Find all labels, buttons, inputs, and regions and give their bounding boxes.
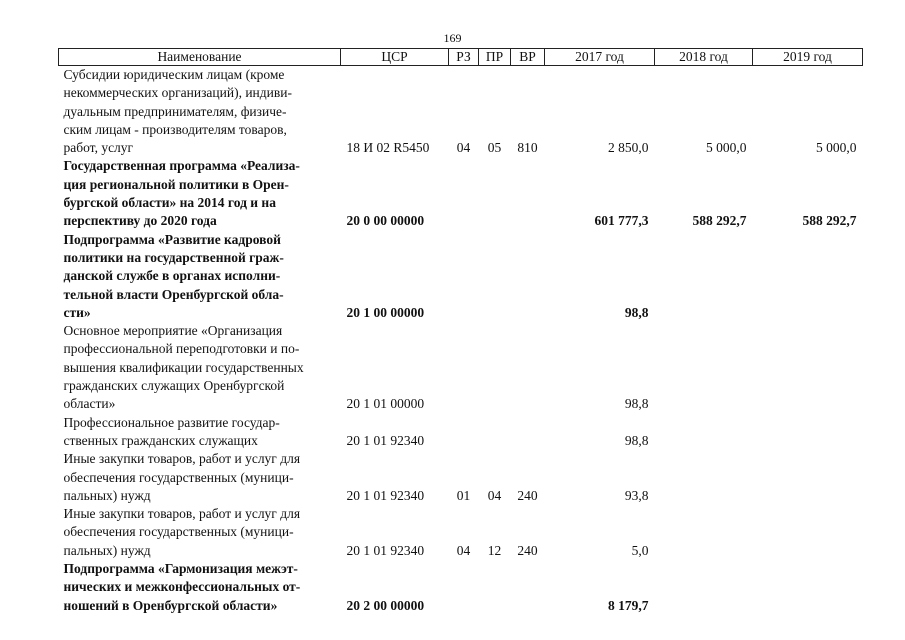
row-csr: 20 1 01 92340 bbox=[346, 432, 425, 448]
row-2017: 93,8 bbox=[624, 487, 649, 503]
row-2019: 588 292,7 bbox=[802, 213, 857, 229]
header-csr: ЦСР bbox=[341, 49, 449, 66]
row-pr bbox=[479, 157, 511, 230]
row-name bbox=[59, 66, 341, 158]
row-name-line: пальных) нужд bbox=[63, 487, 151, 503]
row-name bbox=[59, 505, 341, 560]
row-2018: 5 000,0 bbox=[706, 140, 747, 156]
row-2017: 98,8 bbox=[624, 304, 649, 320]
row-name-line: Подпрограмма «Развитие кадровой bbox=[63, 231, 281, 247]
row-name-line: Государственная программа «Реализа- bbox=[63, 158, 300, 174]
row-csr: 20 0 00 00000 bbox=[346, 213, 425, 229]
row-name-line: вышения квалификации государственных bbox=[63, 359, 304, 375]
row-rz bbox=[449, 157, 479, 230]
row-2019: 5 000,0 bbox=[816, 140, 857, 156]
row-csr: 20 1 01 00000 bbox=[346, 396, 425, 412]
header-vr: ВР bbox=[511, 49, 545, 66]
row-rz: 04 bbox=[456, 140, 471, 156]
row-name-line: политики на государственной граж- bbox=[63, 249, 284, 265]
row-name-line: области» bbox=[63, 396, 116, 412]
row-name-line: гражданских служащих Оренбургской bbox=[63, 378, 285, 394]
row-name-line: данской службе в органах исполни- bbox=[63, 268, 281, 284]
header-2018: 2018 год bbox=[655, 49, 753, 66]
page-number: 169 bbox=[443, 31, 462, 45]
budget-table bbox=[58, 48, 863, 615]
row-name bbox=[59, 560, 341, 615]
row-pr bbox=[479, 322, 511, 413]
table-row bbox=[59, 414, 863, 451]
row-vr: 240 bbox=[517, 487, 538, 503]
row-rz bbox=[449, 414, 479, 451]
row-2019 bbox=[753, 231, 863, 322]
row-name bbox=[59, 322, 341, 413]
row-2018 bbox=[655, 414, 753, 451]
row-name-line: ским лицам - производителям товаров, bbox=[63, 121, 287, 137]
row-name-line: Иные закупки товаров, работ и услуг для bbox=[63, 451, 301, 467]
row-pr: 05 bbox=[487, 140, 502, 156]
row-name bbox=[59, 157, 341, 230]
row-rz bbox=[449, 322, 479, 413]
row-2018 bbox=[655, 231, 753, 322]
row-csr: 18 И 02 R5450 bbox=[346, 140, 430, 156]
row-rz bbox=[449, 231, 479, 322]
header-2019: 2019 год bbox=[753, 49, 863, 66]
row-vr bbox=[511, 231, 545, 322]
row-2018 bbox=[655, 505, 753, 560]
row-name-line: тельной власти Оренбургской обла- bbox=[63, 286, 284, 302]
row-2019 bbox=[753, 450, 863, 505]
row-csr: 20 1 01 92340 bbox=[346, 542, 425, 558]
row-name-line: дуальным предпринимателям, физиче- bbox=[63, 103, 287, 119]
row-name-line: перспективу до 2020 года bbox=[63, 213, 217, 229]
row-name-line: некоммерческих организаций), индиви- bbox=[63, 85, 292, 101]
row-2017: 98,8 bbox=[624, 396, 649, 412]
row-name bbox=[59, 414, 341, 451]
row-name-line: бургской области» на 2014 год и на bbox=[63, 195, 276, 211]
table-row bbox=[59, 322, 863, 413]
row-rz bbox=[449, 560, 479, 615]
row-2018: 588 292,7 bbox=[692, 213, 747, 229]
row-2017: 8 179,7 bbox=[608, 597, 649, 613]
row-name-line: сти» bbox=[63, 304, 91, 320]
header-name: Наименование bbox=[59, 49, 341, 66]
row-2019 bbox=[753, 560, 863, 615]
row-name-line: обеспечения государственных (муници- bbox=[63, 524, 294, 540]
row-name-line: Основное мероприятие «Организация bbox=[63, 323, 283, 339]
table-row bbox=[59, 560, 863, 615]
row-pr: 12 bbox=[487, 542, 502, 558]
row-name-line: Субсидии юридическим лицам (кроме bbox=[63, 67, 285, 82]
row-csr: 20 2 00 00000 bbox=[346, 597, 425, 613]
row-2019 bbox=[753, 322, 863, 413]
header-rz: РЗ bbox=[449, 49, 479, 66]
row-2017: 2 850,0 bbox=[608, 140, 649, 156]
row-name-line: профессиональной переподготовки и по- bbox=[63, 341, 300, 357]
row-name bbox=[59, 450, 341, 505]
row-2017: 98,8 bbox=[624, 432, 649, 448]
row-vr: 240 bbox=[517, 542, 538, 558]
row-vr bbox=[511, 322, 545, 413]
row-rz: 01 bbox=[456, 487, 471, 503]
row-name-line: ция региональной политики в Орен- bbox=[63, 176, 289, 192]
row-name-line: ственных гражданских служащих bbox=[63, 432, 258, 448]
row-2017: 5,0 bbox=[631, 542, 649, 558]
table-header-row bbox=[59, 49, 863, 66]
row-pr: 04 bbox=[487, 487, 502, 503]
row-pr bbox=[479, 414, 511, 451]
table-row bbox=[59, 231, 863, 322]
row-pr bbox=[479, 231, 511, 322]
row-name-line: работ, услуг bbox=[63, 140, 134, 156]
row-vr bbox=[511, 157, 545, 230]
row-2018 bbox=[655, 322, 753, 413]
row-name-line: ношений в Оренбургской области» bbox=[63, 597, 278, 613]
row-vr bbox=[511, 414, 545, 451]
row-csr: 20 1 00 00000 bbox=[346, 304, 425, 320]
row-2019 bbox=[753, 505, 863, 560]
row-csr: 20 1 01 92340 bbox=[346, 487, 425, 503]
row-vr: 810 bbox=[517, 140, 538, 156]
row-2018 bbox=[655, 450, 753, 505]
row-name-line: Подпрограмма «Гармонизация межэт- bbox=[63, 561, 298, 577]
row-vr bbox=[511, 560, 545, 615]
row-name-line: нических и межконфессиональных от- bbox=[63, 579, 301, 595]
header-pr: ПР bbox=[479, 49, 511, 66]
row-pr bbox=[479, 560, 511, 615]
row-2017: 601 777,3 bbox=[594, 213, 649, 229]
table-row bbox=[59, 66, 863, 158]
row-2018 bbox=[655, 560, 753, 615]
table-row bbox=[59, 505, 863, 560]
row-2019 bbox=[753, 414, 863, 451]
row-name-line: пальных) нужд bbox=[63, 542, 151, 558]
table-row bbox=[59, 450, 863, 505]
table-row bbox=[59, 157, 863, 230]
row-name-line: Профессиональное развитие государ- bbox=[63, 414, 280, 430]
header-2017: 2017 год bbox=[545, 49, 655, 66]
row-rz: 04 bbox=[456, 542, 471, 558]
row-name-line: обеспечения государственных (муници- bbox=[63, 469, 294, 485]
row-name-line: Иные закупки товаров, работ и услуг для bbox=[63, 506, 301, 522]
row-name bbox=[59, 231, 341, 322]
